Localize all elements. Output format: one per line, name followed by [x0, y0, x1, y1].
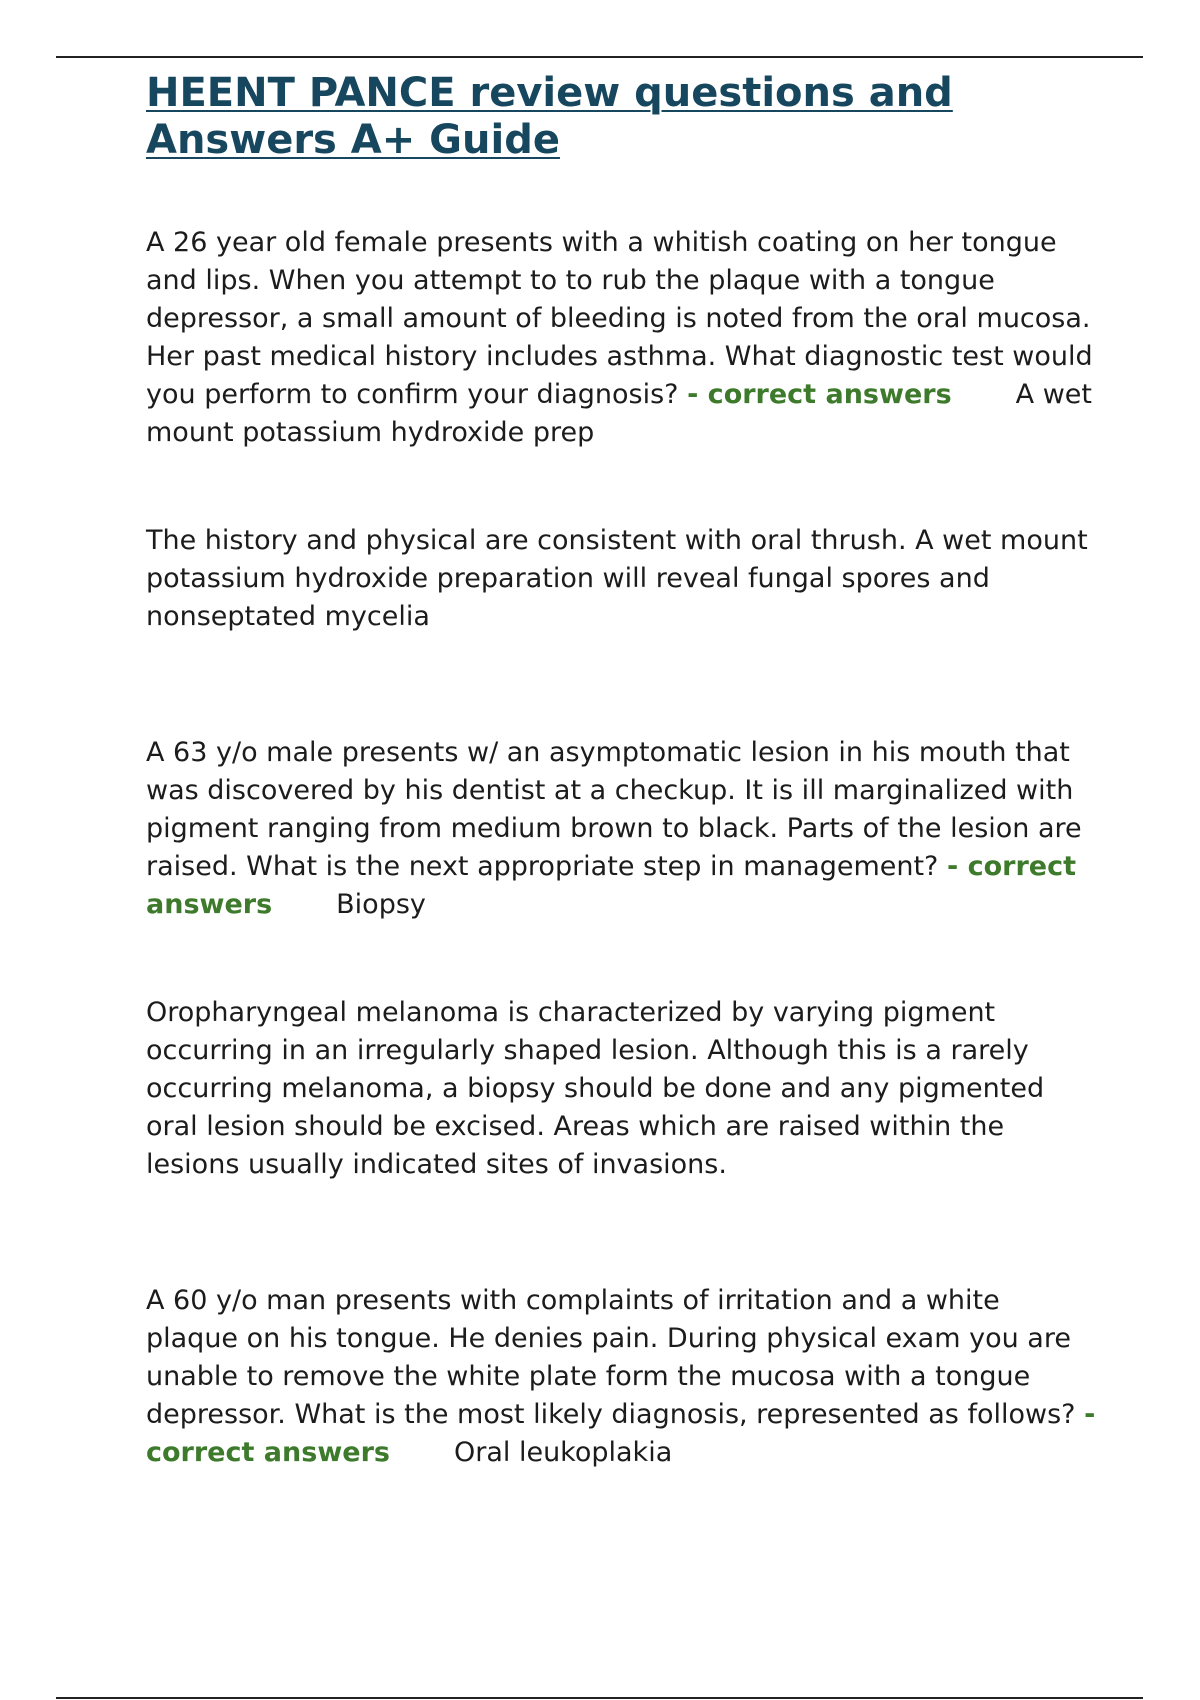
qa-question — [146, 1282, 1096, 1472]
correct-answers-label: - correct answers — [146, 851, 1076, 920]
answer-text: A wet mount potassium hydroxide prep — [146, 379, 1092, 448]
document-title: HEENT PANCE review questions and Answers A+ Guide — [146, 70, 953, 163]
qa-item — [146, 734, 1096, 1184]
question-text: A 63 y/o male presents w/ an asymptomatic lesion in his mouth that was discovered by his dentist at a checkup. It is ill marginalized with pigment ranging from medium brown to black. Parts of the lesion are raised. What is the next appropriate step in management? — [146, 737, 1082, 882]
qa-question — [146, 224, 1096, 452]
bottom-divider — [56, 1697, 1143, 1699]
qa-item — [146, 1282, 1096, 1472]
answer-text: Oral leukoplakia — [453, 1437, 673, 1468]
top-divider — [56, 56, 1143, 58]
document-body — [146, 70, 1096, 1472]
correct-answers-label: - correct answers — [146, 1399, 1096, 1468]
qa-explanation: The history and physical are consistent with oral thrush. A wet mount potassium hydroxide preparation will reveal fungal spores and nonseptated mycelia — [146, 525, 1088, 632]
qa-explanation: Oropharyngeal melanoma is characterized by varying pigment occurring in an irregularly shaped lesion. Although this is a rarely occurring melanoma, a biopsy should be done and any pigmented oral lesion should be excised. Areas which are raised within the lesions usually indicated sites of invasions. — [146, 997, 1045, 1180]
qa-item — [146, 224, 1096, 636]
question-text: A 26 year old female presents with a whitish coating on her tongue and lips. When you attempt to to rub the plaque with a tongue depressor, a small amount of bleeding is noted from the oral mucosa. Her past medical history includes asthma. What diagnostic test would you perform to confirm your diagnosis? — [146, 227, 1093, 410]
correct-answers-label: - correct answers — [687, 379, 952, 410]
answer-text: Biopsy — [336, 889, 426, 920]
question-text: A 60 y/o man presents with complaints of irritation and a white plaque on his tongue. He denies pain. During physical exam you are unable to remove the white plate form the mucosa with a tongue depressor. What is the most likely diagnosis, represented as follows? — [146, 1285, 1076, 1430]
qa-question — [146, 734, 1096, 924]
